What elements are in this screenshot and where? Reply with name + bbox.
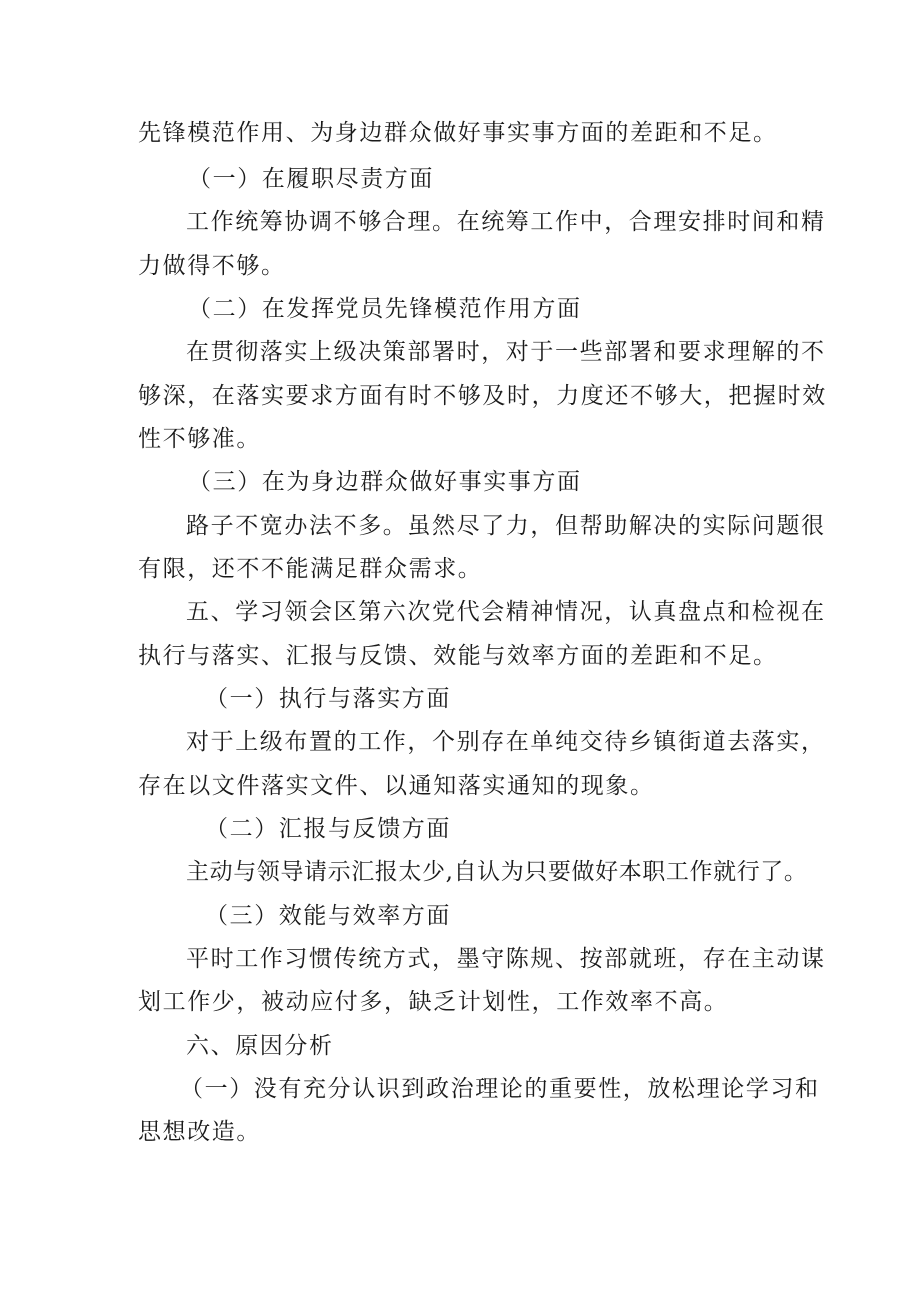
paragraph-line: 在贯彻落实上级决策部署时，对于一些部署和要求理解的不	[186, 339, 826, 365]
paragraph-line: 思想改造。	[138, 1119, 261, 1145]
paragraph-line: 工作统筹协调不够合理。在统筹工作中，合理安排时间和精	[186, 209, 826, 235]
paragraph-line: 力做得不够。	[138, 253, 286, 279]
paragraph-line: 存在以文件落实文件、以通知落实通知的现象。	[138, 773, 655, 799]
section-heading: （二）汇报与反馈方面	[205, 816, 451, 842]
paragraph-line: 平时工作习惯传统方式，墨守陈规、按部就班，存在主动谋	[186, 946, 826, 972]
paragraph-line: 划工作少，被动应付多，缺乏计划性，工作效率不高。	[138, 989, 729, 1015]
section-heading: （一）没有充分认识到政治理论的重要性，放松理论学习和	[180, 1076, 820, 1102]
paragraph-line: 够深，在落实要求方面有时不够及时，力度还不够大，把握时效	[138, 383, 827, 409]
paragraph-line: 主动与领导请示汇报太少,自认为只要做好本职工作就行了。	[186, 859, 808, 885]
section-heading: （一）执行与落实方面	[205, 686, 451, 712]
section-heading: （三）效能与效率方面	[205, 903, 451, 929]
chapter-heading: 六、原因分析	[186, 1033, 334, 1059]
paragraph-line: 有限，还不不能满足群众需求。	[138, 556, 483, 582]
paragraph-line: 路子不宽办法不多。虽然尽了力，但帮助解决的实际问题很	[186, 513, 826, 539]
paragraph-line: 执行与落实、汇报与反馈、效能与效率方面的差距和不足。	[138, 643, 778, 669]
chapter-heading: 五、学习领会区第六次党代会精神情况，认真盘点和检视在	[186, 599, 826, 625]
paragraph-line: 性不够准。	[138, 426, 261, 452]
paragraph-line: 对于上级布置的工作，个别存在单纯交待乡镇街道去落实，	[186, 729, 826, 755]
section-heading: （一）在履职尽责方面	[188, 166, 434, 192]
section-heading: （三）在为身边群众做好事实事方面	[188, 469, 582, 495]
section-heading: （二）在发挥党员先锋模范作用方面	[188, 296, 582, 322]
paragraph-line: 先锋模范作用、为身边群众做好事实事方面的差距和不足。	[138, 120, 778, 146]
